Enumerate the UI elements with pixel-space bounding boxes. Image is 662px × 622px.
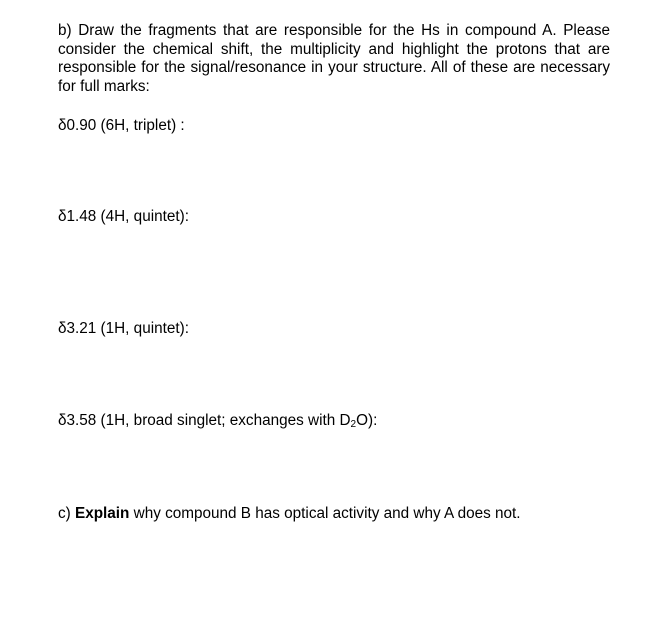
shift-1-48: δ1.48 (4H, quintet):: [58, 208, 189, 225]
part-c-rest: why compound B has optical activity and why A does not.: [129, 505, 521, 522]
part-c-explain-keyword: Explain: [75, 505, 130, 522]
shift-0-90: δ0.90 (6H, triplet) :: [58, 117, 185, 134]
shift-3-58-subscript: 2: [350, 419, 357, 430]
part-c-prefix: c): [58, 505, 75, 522]
part-b-instructions: b) Draw the fragments that are responsible for the Hs in compound A. Please consider the chemical shift, the multiplicity and highlight the protons that are responsible for the signal/resonance in your structure. All of these are necessary for full marks:: [58, 22, 610, 95]
part-c-question: [58, 505, 521, 523]
shift-3-58-tail: O):: [356, 412, 378, 429]
shift-3-58-text: δ3.58 (1H, broad singlet; exchanges with D: [58, 412, 351, 429]
shift-3-58: [58, 412, 377, 430]
shift-3-21: δ3.21 (1H, quintet):: [58, 320, 189, 337]
